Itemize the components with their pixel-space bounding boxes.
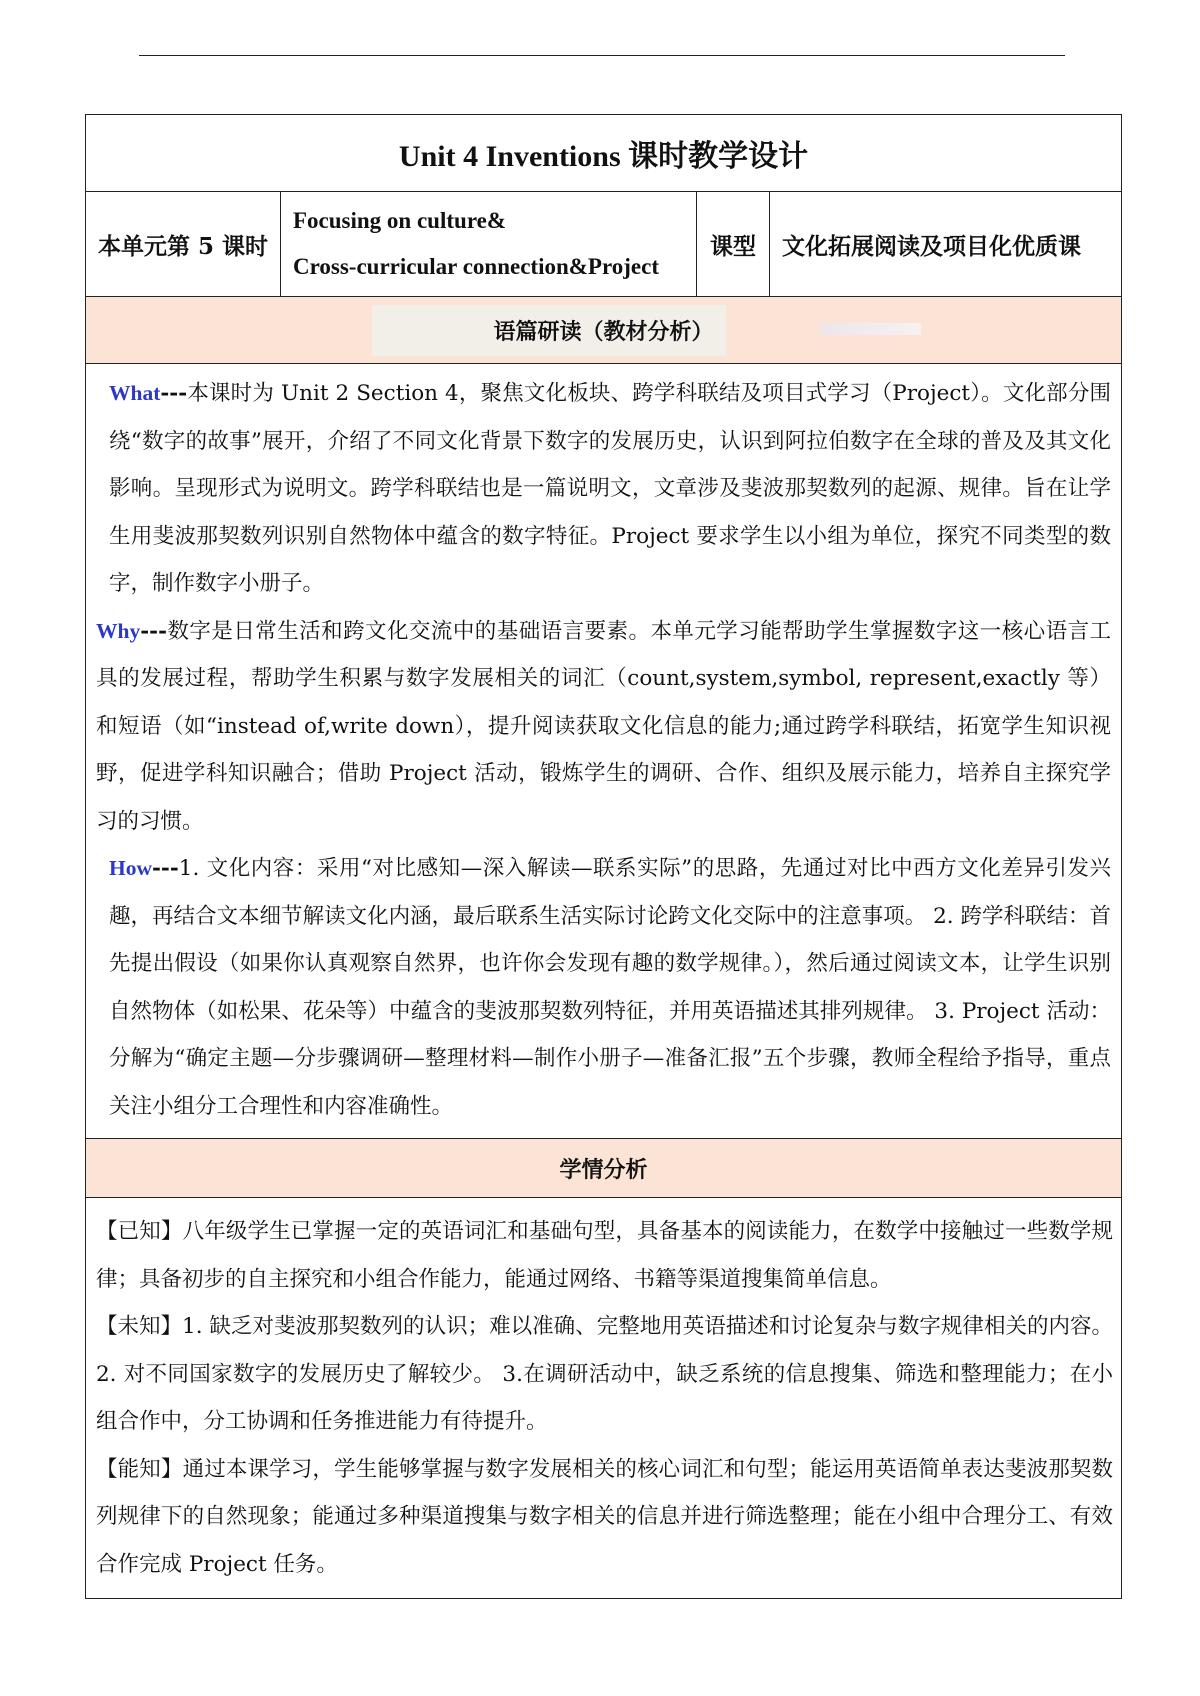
section-title-analysis: 语篇研读（教材分析） — [493, 318, 714, 345]
how-keyword: How — [109, 856, 152, 880]
topic-line-1: Focusing on culture& — [293, 208, 506, 233]
able-paragraph: 【能知】通过本课学习，学生能够掌握与数字发展相关的核心词汇和句型；能运用英语简单表达斐波那契数列规律下的自然现象；能通过多种渠道搜集与数字相关的信息并进行筛选整理；能在小组中合理分工、有效合作完成 Project 任务。 — [96, 1456, 1114, 1577]
what-text: 本课时为 Unit 2 Section 4，聚焦文化板块、跨学科联结及项目式学习（Project）。文化部分围绕“数字的故事”展开，介绍了不同文化背景下数字的发展历史，认识到阿拉伯数字在全球的普及及其文化影响。呈现形式为说明文。跨学科联结也是一篇说明文，文章涉及斐波那契数列的起源、规律。旨在让学生用斐波那契数列识别自然物体中蕴含的数字特征。Project 要求学生以小组为单位，探究不同类型的数字，制作数字小册子。 — [109, 381, 1112, 596]
how-dash: --- — [152, 856, 179, 881]
lesson-topic — [281, 192, 697, 297]
scan-smudge — [821, 323, 921, 335]
known-paragraph: 【已知】八年级学生已掌握一定的英语词汇和基础句型，具备基本的阅读能力，在数学中接触过一些数学规律；具备初步的自主探究和小组合作能力，能通过网络、书籍等渠道搜集简单信息。 — [96, 1219, 1114, 1292]
what-paragraph — [96, 370, 1111, 608]
why-paragraph — [96, 608, 1111, 846]
why-keyword: Why — [96, 618, 141, 643]
lesson-type-value: 文化拓展阅读及项目化优质课 — [770, 192, 1122, 297]
how-text: 1. 文化内容：采用“对比感知—深入解读—联系实际”的思路，先通过对比中西方文化差异引发兴趣，再结合文本细节解读文化内涵，最后联系生活实际讨论跨文化交际中的注意事项。 2. 跨学科联结：首先提出假设（如果你认真观察自然界，也许你会发现有趣的数学规律。），然后通过阅读文本，让学生识别自然物体（如松果、花朵等）中蕴含的斐波那契数列特征，并用英语描述其排列规律。 3. Project 活动：分解为“确定主题—分步骤调研—整理材料—制作小册子—准备汇报”五个步骤，教师全程给予指导，重点关注小组分工合理性和内容准确性。 — [109, 856, 1112, 1119]
topic-line-2: Cross-curricular connection&Project — [293, 254, 659, 279]
lesson-number: 本单元第 5 课时 — [86, 192, 281, 297]
section-header-analysis — [86, 297, 1122, 364]
learners-body — [86, 1198, 1122, 1599]
how-paragraph — [96, 845, 1111, 1130]
lesson-plan-table — [85, 114, 1122, 1599]
section-title-learners: 学情分析 — [559, 1156, 648, 1183]
why-dash: --- — [140, 618, 167, 644]
analysis-body — [86, 364, 1122, 1139]
lesson-type-label: 课型 — [697, 192, 770, 297]
why-text: 数字是日常生活和跨文化交流中的基础语言要素。本单元学习能帮助学生掌握数字这一核心语言工具的发展过程，帮助学生积累与数字发展相关的词汇（count,system,symbol, represent,exactly 等）和短语（如“instead of,write down），提升阅读获取文化信息的能力;通过跨学科联结，拓宽学生知识视野，促进学科知识融合；借助 Project 活动，锻炼学生的调研、合作、组织及展示能力，培养自主探究学习的习惯。 — [96, 618, 1112, 834]
header-rule — [139, 55, 1065, 56]
section-header-learners — [86, 1139, 1122, 1198]
unknown-paragraph: 【未知】1. 缺乏对斐波那契数列的认识；难以准确、完整地用英语描述和讨论复杂与数字规律相关的内容。 2. 对不同国家数字的发展历史了解较少。 3.在调研活动中，缺乏系统的信息搜集、筛选和整理能力；在小组合作中，分工协调和任务推进能力有待提升。 — [96, 1314, 1114, 1434]
what-keyword: What — [109, 381, 161, 405]
document-title: Unit 4 Inventions 课时教学设计 — [86, 115, 1122, 192]
what-dash: --- — [160, 381, 188, 406]
